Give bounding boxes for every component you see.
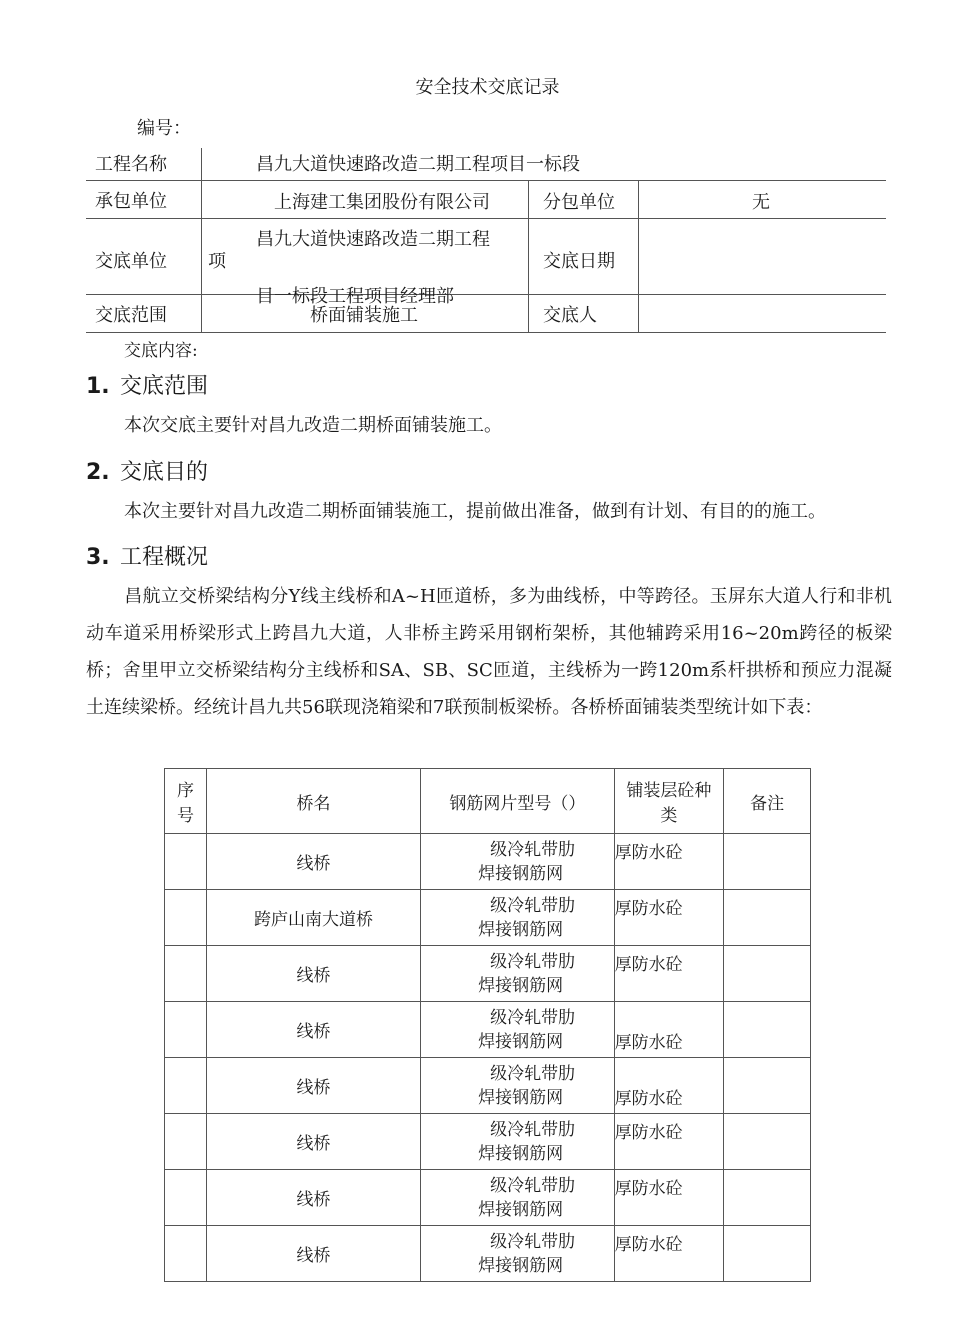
section-title: 交底范围 <box>120 374 209 399</box>
section-paragraph <box>86 407 892 444</box>
header-seq <box>165 769 207 834</box>
bridge-name-cell: 线桥 <box>206 1002 420 1058</box>
row-divider <box>86 294 886 295</box>
bridge-name-cell: 线桥 <box>206 1170 420 1226</box>
project-name-value: 昌九大道快速路改造二期工程项目一标段 <box>256 154 580 175</box>
table-row <box>165 890 811 946</box>
section-title: 交底目的 <box>120 460 209 485</box>
seq-cell <box>165 1002 207 1058</box>
subcontractor-value: 无 <box>752 192 770 213</box>
remark-cell <box>724 1226 811 1282</box>
paragraph-text: 本次交底主要针对昌九改造二期桥面铺装施工。 <box>124 415 502 436</box>
mesh-line: 级冷轧带肋 <box>490 951 576 972</box>
briefing-date-label: 交底日期 <box>543 251 615 272</box>
bridge-name-cell: 线桥 <box>206 1058 420 1114</box>
bridge-paving-table <box>164 768 811 1282</box>
briefing-unit-line: 目一标段工程项目经理部 <box>256 286 454 307</box>
section-number: 2. <box>86 460 110 485</box>
mesh-cell <box>421 890 615 946</box>
row-divider <box>86 332 886 333</box>
mesh-line: 级冷轧带肋 <box>490 1007 576 1028</box>
header-remark: 备注 <box>724 769 811 834</box>
mesh-cell <box>421 1058 615 1114</box>
section-heading <box>86 540 208 571</box>
paving-cell: 厚防水砼 <box>614 890 724 946</box>
mesh-cell <box>421 1114 615 1170</box>
mesh-cell <box>421 1002 615 1058</box>
header-paving <box>614 769 724 834</box>
paragraph-text: 本次主要针对昌九改造二期桥面铺装施工，提前做出准备，做到有计划、有目的的施工。 <box>124 501 826 522</box>
seq-cell <box>165 1226 207 1282</box>
header-seq-line: 序 <box>176 781 194 801</box>
remark-cell <box>724 1002 811 1058</box>
paving-cell: 厚防水砼 <box>614 1114 724 1170</box>
mesh-line: 焊接钢筋网 <box>478 863 564 884</box>
briefing-unit-line: 昌九大道快速路改造二期工程 <box>256 229 490 250</box>
seq-cell <box>165 1058 207 1114</box>
project-info-table <box>86 148 886 333</box>
briefing-scope-label: 交底范围 <box>95 305 167 326</box>
document-number-label: 编号： <box>137 118 191 139</box>
mesh-line: 焊接钢筋网 <box>478 975 564 996</box>
section-paragraph <box>86 493 892 530</box>
table-row <box>165 834 811 890</box>
header-paving-line: 铺装层砼种 <box>626 781 712 801</box>
header-seq-line: 号 <box>176 806 194 826</box>
briefing-unit-value <box>202 219 528 307</box>
paving-cell: 厚防水砼 <box>614 1058 724 1114</box>
mesh-line: 级冷轧带肋 <box>490 1175 576 1196</box>
mesh-line: 级冷轧带肋 <box>490 839 576 860</box>
mesh-line: 焊接钢筋网 <box>478 1199 564 1220</box>
table-row <box>165 1226 811 1282</box>
seq-cell <box>165 890 207 946</box>
table-row <box>165 1002 811 1058</box>
mesh-line: 级冷轧带肋 <box>490 895 576 916</box>
table-row <box>165 1170 811 1226</box>
bridge-name-cell: 线桥 <box>206 834 420 890</box>
section-paragraph <box>86 578 892 726</box>
seq-cell <box>165 834 207 890</box>
column-divider <box>638 180 639 333</box>
column-divider <box>528 180 529 333</box>
section-number: 1. <box>86 374 110 399</box>
remark-cell <box>724 1058 811 1114</box>
mesh-line: 焊接钢筋网 <box>478 919 564 940</box>
header-name: 桥名 <box>206 769 420 834</box>
seq-cell <box>165 1114 207 1170</box>
mesh-cell <box>421 1226 615 1282</box>
section-number: 3. <box>86 545 110 570</box>
paving-cell: 厚防水砼 <box>614 1170 724 1226</box>
paving-cell: 厚防水砼 <box>614 1226 724 1282</box>
mesh-line: 级冷轧带肋 <box>490 1119 576 1140</box>
bridge-name-cell: 跨庐山南大道桥 <box>206 890 420 946</box>
paving-cell: 厚防水砼 <box>614 946 724 1002</box>
briefer-label: 交底人 <box>543 305 597 326</box>
table-header-row <box>165 769 811 834</box>
briefing-scope-value: 桥面铺装施工 <box>310 305 418 326</box>
table-row <box>165 1114 811 1170</box>
table-row <box>165 946 811 1002</box>
document-title: 安全技术交底记录 <box>415 77 560 98</box>
paragraph-text: 昌航立交桥梁结构分Y线主线桥和A~H匝道桥，多为曲线桥，中等跨径。玉屏东大道人行和非机动车道采用桥梁形式上跨昌九大道，人非桥主跨采用钢桁架桥，其他辅跨采用16~20m跨径的板梁桥；舍里甲立交桥梁结构分主线桥和SA、SB、SC匝道，主线桥为一跨120m系杆拱桥和预应力混凝土连续梁桥。经统计昌九共56联现浇箱梁和7联预制板梁桥。各桥桥面铺装类型统计如下表： <box>86 586 892 718</box>
project-name-label: 工程名称 <box>95 154 167 175</box>
mesh-line: 级冷轧带肋 <box>490 1063 576 1084</box>
remark-cell <box>724 946 811 1002</box>
paving-cell: 厚防水砼 <box>614 834 724 890</box>
section-heading <box>86 455 208 486</box>
remark-cell <box>724 1114 811 1170</box>
subcontractor-label: 分包单位 <box>543 192 615 213</box>
mesh-line: 焊接钢筋网 <box>478 1031 564 1052</box>
row-divider <box>86 180 886 181</box>
contractor-label: 承包单位 <box>95 191 167 212</box>
table-row <box>165 1058 811 1114</box>
mesh-line: 焊接钢筋网 <box>478 1255 564 1276</box>
bridge-name-cell: 线桥 <box>206 1226 420 1282</box>
briefing-unit-label: 交底单位 <box>95 251 167 272</box>
mesh-line: 级冷轧带肋 <box>490 1231 576 1252</box>
remark-cell <box>724 890 811 946</box>
briefing-unit-line: 项 <box>208 251 226 272</box>
mesh-line: 焊接钢筋网 <box>478 1143 564 1164</box>
mesh-cell <box>421 1170 615 1226</box>
bridge-name-cell: 线桥 <box>206 1114 420 1170</box>
section-title: 工程概况 <box>120 545 209 570</box>
mesh-line: 焊接钢筋网 <box>478 1087 564 1108</box>
seq-cell <box>165 1170 207 1226</box>
content-label: 交底内容: <box>124 341 198 361</box>
remark-cell <box>724 834 811 890</box>
contractor-value: 上海建工集团股份有限公司 <box>274 192 490 213</box>
bridge-name-cell: 线桥 <box>206 946 420 1002</box>
section-heading <box>86 369 208 400</box>
seq-cell <box>165 946 207 1002</box>
mesh-cell <box>421 946 615 1002</box>
header-mesh: 钢筋网片型号（） <box>421 769 615 834</box>
paving-cell: 厚防水砼 <box>614 1002 724 1058</box>
mesh-cell <box>421 834 615 890</box>
header-paving-line: 类 <box>660 806 678 826</box>
remark-cell <box>724 1170 811 1226</box>
